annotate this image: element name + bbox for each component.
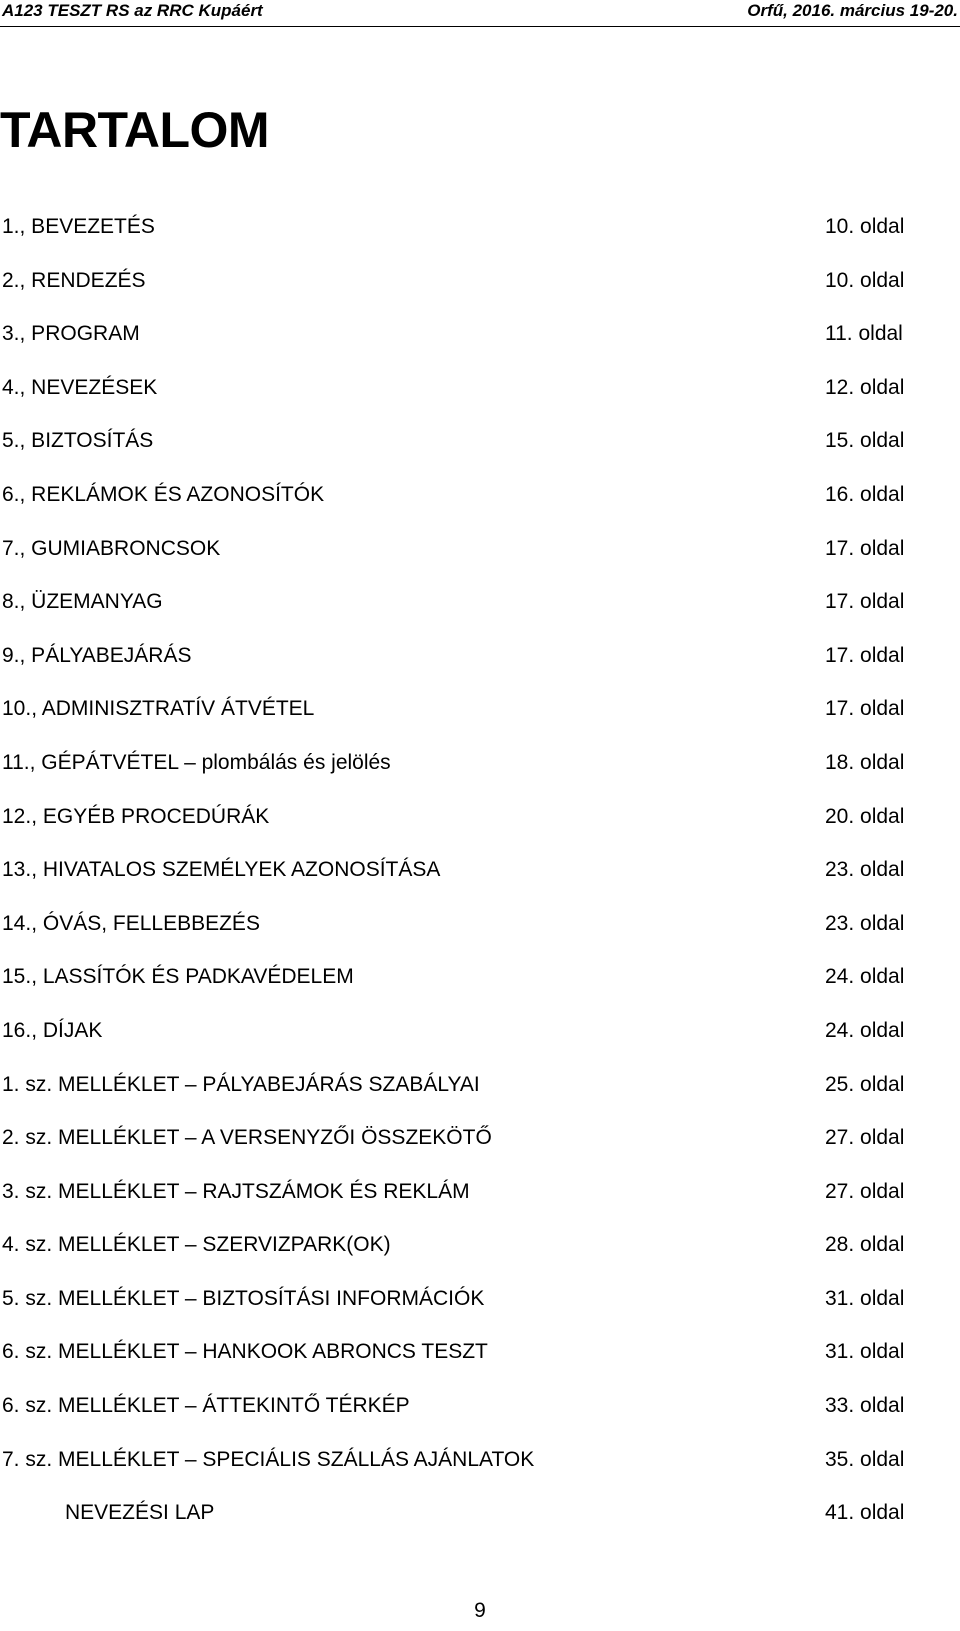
toc-entry-label: 11., GÉPÁTVÉTEL – plombálás és jelölés (2, 750, 391, 774)
table-of-contents (0, 214, 960, 1554)
toc-entry-page: 31. oldal (825, 1286, 905, 1310)
toc-entry-label: 6. sz. MELLÉKLET – HANKOOK ABRONCS TESZT (2, 1340, 488, 1364)
toc-entry-page: 18. oldal (825, 750, 905, 774)
toc-entry (0, 696, 960, 750)
toc-entry-page: 16. oldal (825, 482, 905, 506)
toc-entry (0, 375, 960, 429)
toc-entry (0, 589, 960, 643)
toc-entry (0, 1018, 960, 1072)
toc-entry (0, 1232, 960, 1286)
toc-entry (0, 1179, 960, 1233)
toc-entry-label: 13., HIVATALOS SZEMÉLYEK AZONOSÍTÁSA (2, 858, 441, 882)
toc-entry-label: 9., PÁLYABEJÁRÁS (2, 643, 192, 667)
toc-entry (0, 750, 960, 804)
toc-entry-label: 4., NEVEZÉSEK (2, 375, 158, 399)
toc-entry-label: 1., BEVEZETÉS (2, 215, 155, 238)
toc-entry-page: 10. oldal (825, 268, 905, 292)
toc-entry (0, 1286, 960, 1340)
toc-entry-label: 5., BIZTOSÍTÁS (2, 429, 154, 453)
toc-entry-label: 2., RENDEZÉS (2, 268, 146, 292)
toc-entry (0, 643, 960, 697)
toc-entry-label: 14., ÓVÁS, FELLEBBEZÉS (2, 911, 260, 935)
toc-entry-label: 3., PROGRAM (2, 322, 140, 346)
toc-entry-label: 4. sz. MELLÉKLET – SZERVIZPARK(OK) (2, 1233, 391, 1257)
toc-entry (0, 1125, 960, 1179)
toc-entry (0, 857, 960, 911)
toc-entry-page: 10. oldal (825, 215, 905, 238)
toc-entry-page: 28. oldal (825, 1233, 905, 1257)
toc-entry-label: 3. sz. MELLÉKLET – RAJTSZÁMOK ÉS REKLÁM (2, 1179, 470, 1203)
toc-entry-page: 27. oldal (825, 1126, 905, 1150)
page-number: 9 (474, 1599, 486, 1622)
toc-entry-label: 6., REKLÁMOK ÉS AZONOSÍTÓK (2, 482, 325, 506)
toc-entry-page: 23. oldal (825, 911, 905, 935)
page-header (0, 0, 960, 27)
toc-entry-page: 35. oldal (825, 1447, 905, 1471)
toc-entry-label: 7. sz. MELLÉKLET – SPECIÁLIS SZÁLLÁS AJÁNLATOK (2, 1447, 535, 1471)
toc-entry-page: 24. oldal (825, 965, 905, 989)
toc-entry-page: 41. oldal (825, 1501, 905, 1525)
toc-entry-page: 24. oldal (825, 1018, 905, 1042)
toc-entry-label: 7., GUMIABRONCSOK (2, 536, 221, 560)
toc-entry-page: 23. oldal (825, 858, 905, 882)
toc-entry (0, 1393, 960, 1447)
toc-entry-page: 15. oldal (825, 429, 905, 453)
toc-entry (0, 911, 960, 965)
toc-entry-page: 20. oldal (825, 804, 905, 828)
toc-entry (0, 428, 960, 482)
toc-entry-label: 5. sz. MELLÉKLET – BIZTOSÍTÁSI INFORMÁCIÓK (2, 1286, 485, 1310)
toc-entry-page: 33. oldal (825, 1394, 905, 1418)
header-event-title: A123 TESZT RS az RRC Kupáért (2, 1, 263, 20)
toc-entry (0, 482, 960, 536)
toc-entry-page: 12. oldal (825, 375, 905, 399)
toc-entry-page: 17. oldal (825, 697, 905, 721)
toc-entry-label: 6. sz. MELLÉKLET – ÁTTEKINTŐ TÉRKÉP (2, 1394, 410, 1418)
toc-entry (0, 214, 960, 268)
toc-entry-page: 17. oldal (825, 536, 905, 560)
toc-entry-page: 31. oldal (825, 1340, 905, 1364)
toc-entry-label: 12., EGYÉB PROCEDÚRÁK (2, 804, 270, 828)
header-event-date: Orfű, 2016. március 19-20. (747, 1, 958, 20)
toc-entry (0, 1072, 960, 1126)
toc-entry (0, 804, 960, 858)
toc-entry-label: 8., ÜZEMANYAG (2, 590, 163, 614)
toc-entry-page: 17. oldal (825, 643, 905, 667)
toc-entry-label: 1. sz. MELLÉKLET – PÁLYABEJÁRÁS SZABÁLYAI (2, 1072, 480, 1096)
toc-entry (0, 1447, 960, 1501)
toc-entry (0, 964, 960, 1018)
page-title: TARTALOM (0, 102, 270, 158)
toc-entry (0, 536, 960, 590)
toc-entry-label: 15., LASSÍTÓK ÉS PADKAVÉDELEM (2, 965, 354, 989)
toc-entry-label: 10., ADMINISZTRATÍV ÁTVÉTEL (2, 697, 315, 721)
toc-entry (0, 321, 960, 375)
toc-entry (0, 1339, 960, 1393)
toc-entry-page: 11. oldal (825, 322, 903, 346)
toc-entry-page: 25. oldal (825, 1072, 905, 1096)
toc-entry-page: 27. oldal (825, 1179, 905, 1203)
toc-entry-page: 17. oldal (825, 590, 905, 614)
toc-entry-label: 2. sz. MELLÉKLET – A VERSENYZŐI ÖSSZEKÖTŐ (2, 1126, 492, 1150)
toc-entry (0, 1500, 960, 1554)
toc-entry (0, 268, 960, 322)
toc-entry-label: 16., DÍJAK (2, 1018, 103, 1042)
toc-entry-label: NEVEZÉSI LAP (65, 1501, 215, 1525)
